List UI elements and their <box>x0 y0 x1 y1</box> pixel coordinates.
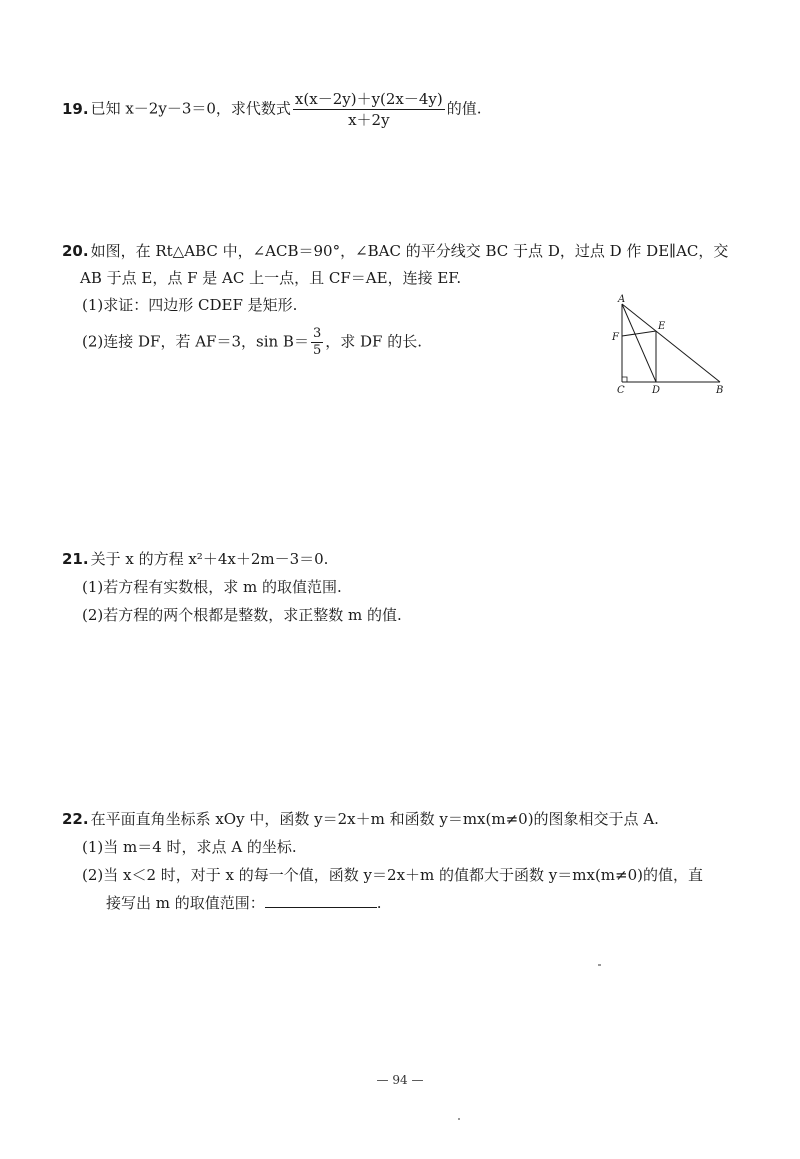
problem-number: 21. <box>62 550 89 568</box>
right-angle-mark <box>622 377 627 382</box>
problem-22 <box>62 809 752 913</box>
question-2-prefix: (2)连接 DF，若 AF＝3，sin B＝ <box>82 332 309 351</box>
problem-21-question-2: (2)若方程的两个根都是整数，求正整数 m 的值. <box>82 606 402 624</box>
problem-number: 22. <box>62 810 89 828</box>
problem-number: 20. <box>62 242 89 260</box>
problem-22-question-2-line-2 <box>62 893 752 913</box>
problem-19-suffix: 的值. <box>446 99 482 118</box>
problem-22-stem <box>62 809 752 829</box>
problem-22-stem-text: 在平面直角坐标系 xOy 中，函数 y＝2x＋m 和函数 y＝mx(m≠0)的图象相交于点 A. <box>90 810 659 828</box>
segment-EF <box>622 331 656 336</box>
problem-19-prefix: 已知 x－2y－3＝0，求代数式 <box>90 99 291 118</box>
problem-20-text-1: 如图，在 Rt△ABC 中，∠ACB＝90°，∠BAC 的平分线交 BC 于点 D，过点 D 作 DE∥AC，交 <box>90 242 729 260</box>
triangle-figure <box>608 292 734 400</box>
answer-blank[interactable] <box>265 893 377 908</box>
label-E: E <box>658 321 666 332</box>
problem-20-question-1: (1)求证：四边形 CDEF 是矩形. <box>82 296 298 314</box>
problem-19 <box>62 90 752 129</box>
label-C: C <box>617 385 625 396</box>
problem-22-question-2-line-1: (2)当 x＜2 时，对于 x 的每一个值，函数 y＝2x＋m 的值都大于函数 y＝mx(m≠0)的值，直 <box>82 866 703 884</box>
triangle-diagram <box>608 292 734 400</box>
problem-21 <box>62 549 752 625</box>
problem-19-line <box>62 90 752 129</box>
problem-20-line-1 <box>62 241 752 261</box>
problem-number: 19. <box>62 99 89 118</box>
page-number: — 94 — <box>376 1073 424 1087</box>
problem-21-stem-text: 关于 x 的方程 x²＋4x＋2m－3＝0. <box>90 550 329 568</box>
fraction-denominator: x＋2y <box>348 111 390 129</box>
label-A: A <box>618 294 626 305</box>
problem-21-stem <box>62 549 752 569</box>
label-D: D <box>652 385 661 396</box>
problem-22-question-1: (1)当 m＝4 时，求点 A 的坐标. <box>82 838 297 856</box>
question-2-continuation: 接写出 m 的取值范围： <box>106 894 265 912</box>
sine-fraction <box>311 327 323 358</box>
expression-fraction <box>293 90 445 129</box>
segment-AB <box>622 304 720 382</box>
stray-mark <box>458 1118 460 1120</box>
problem-21-question-1: (1)若方程有实数根，求 m 的取值范围. <box>82 578 342 596</box>
question-2-suffix: ，求 DF 的长. <box>325 332 422 351</box>
fraction-numerator: x(x－2y)＋y(2x－4y) <box>294 90 443 108</box>
fraction-denominator: 5 <box>312 343 322 358</box>
segment-AD <box>622 304 656 382</box>
question-2-end: . <box>376 894 382 912</box>
problem-20-line-2: AB 于点 E，点 F 是 AC 上一点，且 CF＝AE，连接 EF. <box>80 269 462 287</box>
stray-mark <box>598 964 601 966</box>
fraction-numerator: 3 <box>312 326 322 341</box>
label-B: B <box>716 385 724 396</box>
label-F: F <box>612 332 619 343</box>
